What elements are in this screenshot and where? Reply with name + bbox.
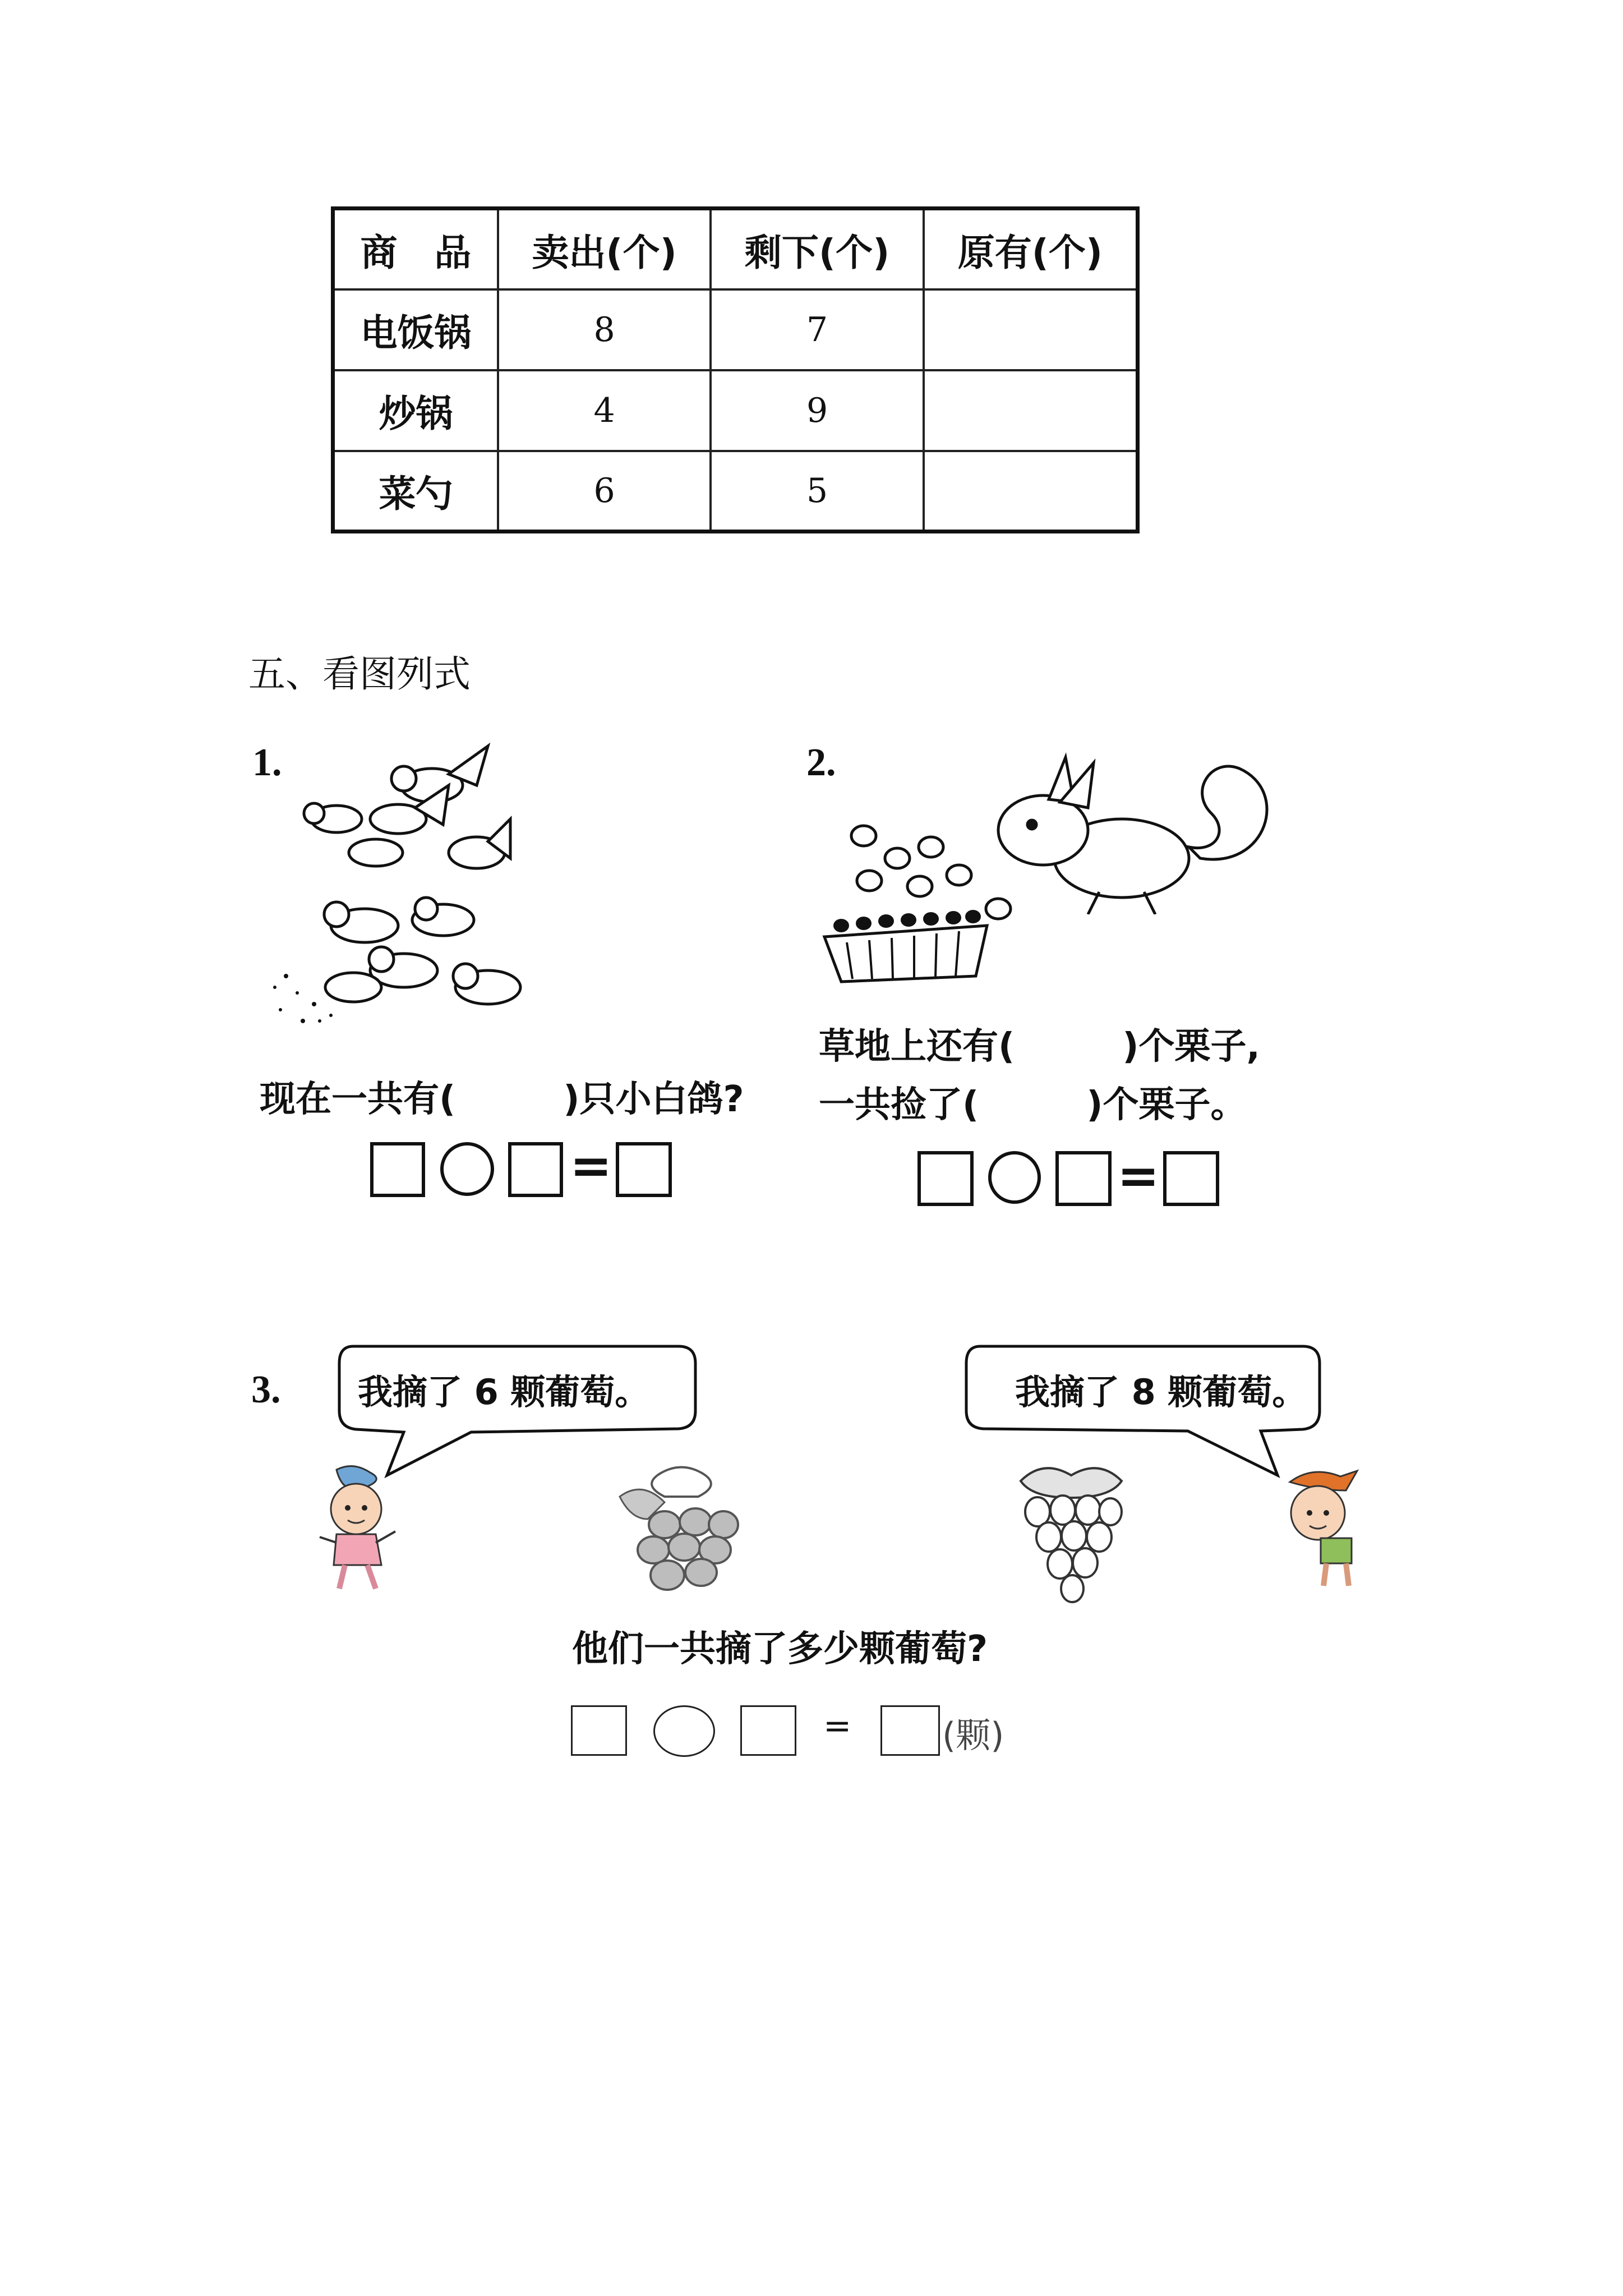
sold-cell: 6 (498, 451, 711, 532)
answer-box[interactable] (1055, 1151, 1112, 1206)
q3-number: 3. (251, 1368, 281, 1411)
answer-box[interactable] (370, 1142, 425, 1197)
equals-sign: = (570, 1137, 612, 1195)
original-cell[interactable] (924, 370, 1138, 451)
section-title: 五、看图列式 (248, 652, 471, 696)
header-cell: 卖出(个) (498, 209, 711, 289)
q1-question: 现在一共有( )只小白鸽? (260, 1079, 744, 1120)
table-row (333, 451, 1138, 532)
squirrel-icon (976, 746, 1290, 914)
chestnut-basket-icon (819, 813, 1021, 993)
sold-cell: 4 (498, 370, 711, 451)
goods-table (331, 206, 1140, 533)
answer-box[interactable] (1163, 1151, 1219, 1206)
original-cell[interactable] (924, 289, 1138, 370)
equals-sign: = (823, 1706, 852, 1746)
header-cell: 商 品 (333, 209, 498, 289)
answer-box[interactable] (917, 1151, 974, 1206)
original-cell[interactable] (924, 451, 1138, 532)
table-row (333, 289, 1138, 370)
answer-box[interactable] (571, 1705, 627, 1756)
q1-number: 1. (252, 741, 282, 784)
header-cell: 剩下(个) (711, 209, 923, 289)
operator-circle[interactable] (653, 1705, 715, 1757)
item-cell: 电饭锅 (333, 289, 498, 370)
header-cell: 原有(个) (924, 209, 1138, 289)
bubble-right-text: 我摘了 8 颗葡萄。 (1015, 1372, 1307, 1412)
pigeon-flock-icon (264, 740, 667, 1043)
q3-question: 他们一共摘了多少颗葡萄? (572, 1628, 988, 1670)
left-cell: 7 (711, 289, 923, 370)
answer-box[interactable] (880, 1705, 940, 1756)
equals-sign: = (1117, 1147, 1160, 1205)
q2-line1: 草地上还有( )个栗子, (819, 1026, 1260, 1068)
answer-box[interactable] (740, 1705, 796, 1756)
table-row (333, 370, 1138, 451)
girl-icon (303, 1464, 404, 1593)
operator-circle[interactable] (440, 1142, 494, 1196)
left-cell: 5 (711, 451, 923, 532)
bubble-left-text: 我摘了 6 颗葡萄。 (358, 1372, 650, 1412)
boy-icon (1267, 1465, 1368, 1589)
grape-icon (614, 1463, 749, 1598)
answer-box[interactable] (508, 1142, 563, 1197)
q2-line2: 一共捡了( )个栗子。 (819, 1084, 1247, 1126)
item-cell: 炒锅 (333, 370, 498, 451)
operator-circle[interactable] (988, 1151, 1041, 1204)
unit-label: (颗) (942, 1715, 1004, 1756)
answer-box[interactable] (616, 1142, 672, 1197)
q2-number: 2. (806, 741, 836, 784)
table-header-row (333, 209, 1138, 289)
left-cell: 9 (711, 370, 923, 451)
item-cell: 菜勺 (333, 451, 498, 532)
sold-cell: 8 (498, 289, 711, 370)
grape-icon (1009, 1458, 1133, 1604)
